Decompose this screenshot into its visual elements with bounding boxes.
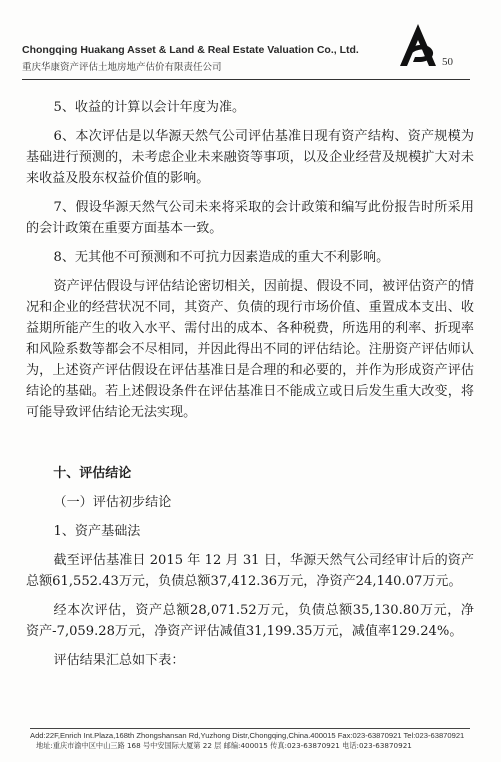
assumption-item-5: 5、收益的计算以会计年度为准。 [53,100,246,115]
assumption-item-8: 8、无其他不可预测和不可抗力因素造成的重大不利影响。 [53,250,390,265]
subsection-heading: （一）评估初步结论 [53,495,172,510]
valuation-paragraph: 经本次评估，资产总额28,071.52万元，负债总额35,130.80万元，净资产-7,059.28万元，净资产评估减值31,199.35万元，减值率129.24%。 [26,603,474,639]
summary-intro: 评估结果汇总如下表： [53,653,185,668]
assumption-item-6: 6、本次评估是以华源天然气公司评估基准日现有资产结构、资产规模为基础进行预测的，未考虑企业未来融资等事项，以及企业经营及规模扩大对未来收益及股东权益价值的影响。 [26,129,474,186]
company-name-english: Chongqing Huakang Asset & Land & Real Estate Valuation Co., Ltd. [22,44,359,56]
assumption-item-7: 7、假设华源天然气公司未来将采取的会计政策和编写此份报告时所采用的会计政策在重要方面基本一致。 [26,200,474,236]
company-logo-icon [397,22,439,68]
footer-address-english: Add:22F,Enrich Int.Plaza,168th Zhongshansan Rd,Yuzhong Distr,Chongqing,China.400015 Fax:023-63870921 Tel:023-63870921 [30,731,465,740]
section-heading: 十、评估结论 [53,466,132,481]
report-body [26,97,474,671]
letterhead [22,22,482,78]
letterhead-footer [30,728,470,751]
footer-divider [30,728,470,729]
company-name-chinese: 重庆华康资产评估土地房地产估价有限责任公司 [22,62,222,73]
header-divider [22,79,470,80]
page-number: 50 [442,56,453,68]
audit-paragraph: 截至评估基准日 2015 年 12 月 31 日，华源天然气公司经审计后的资产总额61,552.43万元，负债总额37,412.36万元，净资产24,140.07万元。 [26,553,474,589]
method-heading: 1、资产基础法 [53,524,141,539]
assumption-paragraph: 资产评估假设与评估结论密切相关，因前提、假设不同，被评估资产的情况和企业的经营状况不同，其资产、负债的现行市场价值、重置成本支出、收益期所能产生的收入水平、需付出的成本、各种税费，所选用的利率、折现率和风险系数等都会不尽相同，并因此得出不同的评估结论。注册资产评估师认为，上述资产评估假设在评估基准日是合理的和必要的，并作为形成资产评估结论的基础。若上述假设条件在评估基准日不能成立或日后发生重大改变，将可能导致评估结论无法实现。 [26,279,474,420]
footer-address-chinese: 地址:重庆市渝中区中山三路 168 号中安国际大厦第 22 层 邮编:400015 传真:023-63870921 电话:023-63870921 [36,741,412,750]
